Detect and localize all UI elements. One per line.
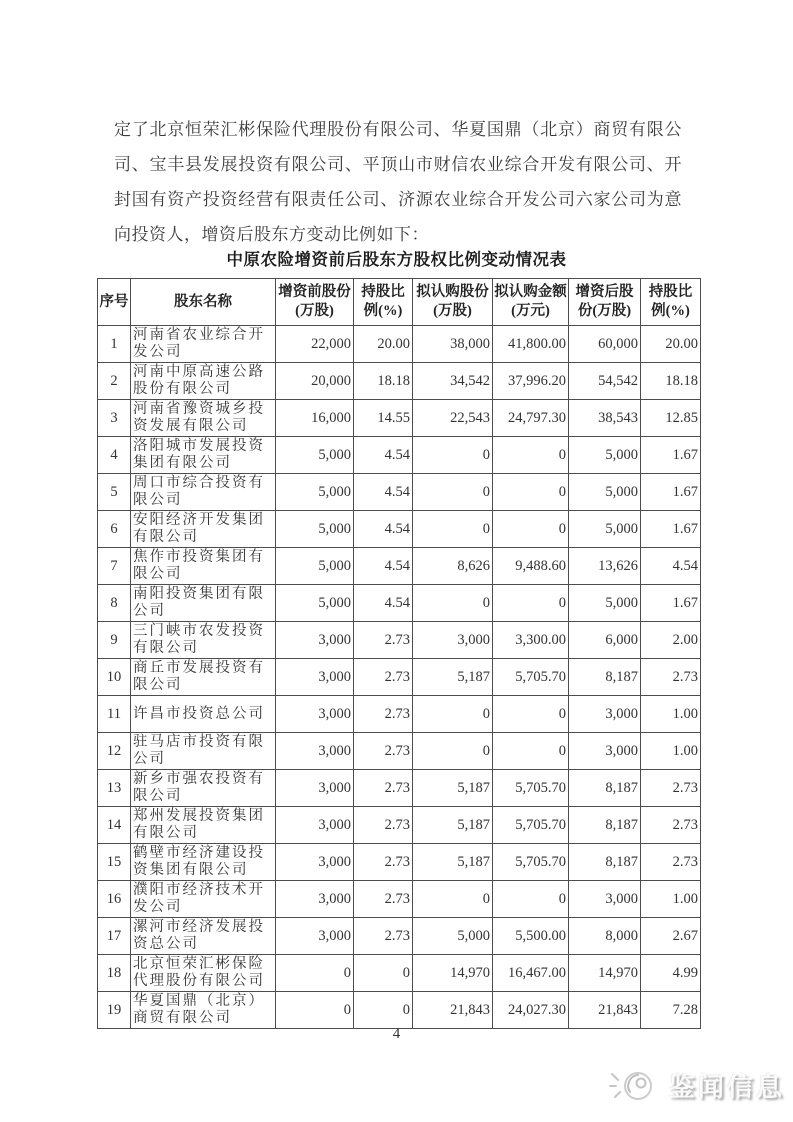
- column-header: 持股比例(%): [641, 279, 701, 326]
- value-cell: 7.28: [641, 992, 701, 1029]
- row-index-cell: 14: [98, 807, 131, 844]
- value-cell: 37,996.20: [493, 363, 569, 400]
- value-cell: 0: [493, 881, 569, 918]
- shareholders-table: [97, 278, 701, 1029]
- row-index-cell: 15: [98, 844, 131, 881]
- row-index-cell: 10: [98, 659, 131, 696]
- value-cell: 8,187: [569, 844, 641, 881]
- column-header: 序号: [98, 279, 131, 326]
- value-cell: 20.00: [354, 326, 413, 363]
- table-row: [98, 511, 701, 548]
- shareholder-name-cell: 焦作市投资集团有限公司: [131, 548, 276, 585]
- table-row: [98, 622, 701, 659]
- table-row: [98, 844, 701, 881]
- column-header: 增资前股份(万股): [276, 279, 354, 326]
- table-row: [98, 400, 701, 437]
- value-cell: 60,000: [569, 326, 641, 363]
- value-cell: 2.73: [641, 659, 701, 696]
- value-cell: 4.54: [354, 585, 413, 622]
- value-cell: 0: [493, 696, 569, 733]
- value-cell: 3,000: [413, 622, 493, 659]
- value-cell: 5,000: [569, 437, 641, 474]
- value-cell: 3,000: [276, 881, 354, 918]
- table-row: [98, 548, 701, 585]
- value-cell: 21,843: [413, 992, 493, 1029]
- value-cell: 0: [354, 955, 413, 992]
- shareholder-name-cell: 河南省豫资城乡投资发展有限公司: [131, 400, 276, 437]
- value-cell: 38,543: [569, 400, 641, 437]
- value-cell: 5,705.70: [493, 807, 569, 844]
- table-row: [98, 733, 701, 770]
- value-cell: 34,542: [413, 363, 493, 400]
- table-row: [98, 437, 701, 474]
- value-cell: 12.85: [641, 400, 701, 437]
- value-cell: 8,000: [569, 918, 641, 955]
- value-cell: 9,488.60: [493, 548, 569, 585]
- value-cell: 6,000: [569, 622, 641, 659]
- row-index-cell: 18: [98, 955, 131, 992]
- value-cell: 1.00: [641, 733, 701, 770]
- value-cell: 5,000: [569, 585, 641, 622]
- shareholder-name-cell: 鹤壁市经济建设投资集团有限公司: [131, 844, 276, 881]
- value-cell: 4.99: [641, 955, 701, 992]
- value-cell: 5,187: [413, 659, 493, 696]
- value-cell: 5,705.70: [493, 659, 569, 696]
- shareholder-name-cell: 驻马店市投资有限公司: [131, 733, 276, 770]
- column-header: 拟认购股份(万股): [413, 279, 493, 326]
- shareholder-name-cell: 北京恒荣汇彬保险代理股份有限公司: [131, 955, 276, 992]
- table-row: [98, 659, 701, 696]
- value-cell: 3,000: [276, 844, 354, 881]
- shareholder-name-cell: 郑州发展投资集团有限公司: [131, 807, 276, 844]
- value-cell: 0: [493, 733, 569, 770]
- value-cell: 8,187: [569, 807, 641, 844]
- table-title: 中原农险增资前后股东方股权比例变动情况表: [226, 250, 567, 269]
- value-cell: 0: [413, 437, 493, 474]
- value-cell: 3,000: [569, 733, 641, 770]
- intro-paragraph: 定了北京恒荣汇彬保险代理股份有限公司、华夏国鼎（北京）商贸有限公司、宝丰县发展投资有限公司、平顶山市财信农业综合开发有限公司、开封国有资产投资经营有限责任公司、济源农业综合开发公司六家公司为意向投资人，增资后股东方变动比例如下：: [114, 120, 682, 244]
- row-index-cell: 1: [98, 326, 131, 363]
- table-row: [98, 881, 701, 918]
- value-cell: 0: [413, 585, 493, 622]
- shareholder-name-cell: 华夏国鼎（北京）商贸有限公司: [131, 992, 276, 1029]
- value-cell: 0: [493, 437, 569, 474]
- value-cell: 1.67: [641, 437, 701, 474]
- value-cell: 24,027.30: [493, 992, 569, 1029]
- value-cell: 2.73: [354, 622, 413, 659]
- value-cell: 4.54: [354, 548, 413, 585]
- value-cell: 2.73: [354, 881, 413, 918]
- value-cell: 8,626: [413, 548, 493, 585]
- value-cell: 2.73: [354, 659, 413, 696]
- shareholder-name-cell: 南阳投资集团有限公司: [131, 585, 276, 622]
- row-index-cell: 7: [98, 548, 131, 585]
- shareholder-name-cell: 洛阳城市发展投资集团有限公司: [131, 437, 276, 474]
- value-cell: 41,800.00: [493, 326, 569, 363]
- shareholder-name-cell: 安阳经济开发集团有限公司: [131, 511, 276, 548]
- value-cell: 3,000: [276, 807, 354, 844]
- value-cell: 5,187: [413, 770, 493, 807]
- table-row: [98, 326, 701, 363]
- value-cell: 2.73: [641, 807, 701, 844]
- value-cell: 5,000: [276, 548, 354, 585]
- row-index-cell: 9: [98, 622, 131, 659]
- table-row: [98, 770, 701, 807]
- row-index-cell: 13: [98, 770, 131, 807]
- row-index-cell: 8: [98, 585, 131, 622]
- shareholder-name-cell: 许昌市投资总公司: [131, 696, 276, 733]
- value-cell: 22,000: [276, 326, 354, 363]
- value-cell: 38,000: [413, 326, 493, 363]
- shareholder-name-cell: 商丘市发展投资有限公司: [131, 659, 276, 696]
- value-cell: 5,000: [413, 918, 493, 955]
- value-cell: 3,000: [276, 918, 354, 955]
- row-index-cell: 2: [98, 363, 131, 400]
- page-number: 4: [392, 1026, 401, 1042]
- value-cell: 2.73: [354, 696, 413, 733]
- value-cell: 4.54: [354, 437, 413, 474]
- value-cell: 14,970: [413, 955, 493, 992]
- value-cell: 2.67: [641, 918, 701, 955]
- value-cell: 0: [493, 511, 569, 548]
- table-body: [98, 326, 701, 1029]
- value-cell: 1.67: [641, 585, 701, 622]
- jianwen-logo-icon: [608, 1066, 660, 1104]
- value-cell: 16,000: [276, 400, 354, 437]
- value-cell: 2.73: [354, 918, 413, 955]
- table-row: [98, 918, 701, 955]
- value-cell: 0: [493, 474, 569, 511]
- value-cell: 22,543: [413, 400, 493, 437]
- value-cell: 2.73: [354, 844, 413, 881]
- value-cell: 0: [413, 696, 493, 733]
- value-cell: 3,000: [276, 770, 354, 807]
- value-cell: 3,000: [276, 733, 354, 770]
- shareholder-name-cell: 河南中原高速公路股份有限公司: [131, 363, 276, 400]
- value-cell: 5,705.70: [493, 844, 569, 881]
- shareholder-name-cell: 河南省农业综合开发公司: [131, 326, 276, 363]
- value-cell: 18.18: [354, 363, 413, 400]
- value-cell: 16,467.00: [493, 955, 569, 992]
- value-cell: 8,187: [569, 659, 641, 696]
- shareholder-name-cell: 漯河市经济发展投资总公司: [131, 918, 276, 955]
- value-cell: 2.73: [641, 770, 701, 807]
- value-cell: 5,500.00: [493, 918, 569, 955]
- table-row: [98, 807, 701, 844]
- row-index-cell: 19: [98, 992, 131, 1029]
- row-index-cell: 11: [98, 696, 131, 733]
- value-cell: 0: [493, 585, 569, 622]
- shareholder-name-cell: 周口市综合投资有限公司: [131, 474, 276, 511]
- value-cell: 1.67: [641, 511, 701, 548]
- value-cell: 14.55: [354, 400, 413, 437]
- row-index-cell: 4: [98, 437, 131, 474]
- value-cell: 5,000: [569, 474, 641, 511]
- value-cell: 24,797.30: [493, 400, 569, 437]
- table-row: [98, 585, 701, 622]
- row-index-cell: 12: [98, 733, 131, 770]
- column-header: 拟认购金额(万元): [493, 279, 569, 326]
- value-cell: 5,000: [569, 511, 641, 548]
- table-row: [98, 955, 701, 992]
- value-cell: 5,705.70: [493, 770, 569, 807]
- shareholder-name-cell: 三门峡市农发投资有限公司: [131, 622, 276, 659]
- value-cell: 0: [276, 992, 354, 1029]
- value-cell: 5,187: [413, 807, 493, 844]
- value-cell: 5,000: [276, 511, 354, 548]
- value-cell: 18.18: [641, 363, 701, 400]
- column-header: 股东名称: [131, 279, 276, 326]
- table-row: [98, 474, 701, 511]
- value-cell: 8,187: [569, 770, 641, 807]
- value-cell: 0: [413, 733, 493, 770]
- value-cell: 2.73: [354, 807, 413, 844]
- value-cell: 5,000: [276, 585, 354, 622]
- value-cell: 3,000: [569, 696, 641, 733]
- row-index-cell: 5: [98, 474, 131, 511]
- value-cell: 0: [413, 881, 493, 918]
- shareholder-name-cell: 新乡市强农投资有限公司: [131, 770, 276, 807]
- value-cell: 1.00: [641, 696, 701, 733]
- watermark-text: 鉴闻信息: [668, 1071, 785, 1102]
- value-cell: 1.67: [641, 474, 701, 511]
- value-cell: 0: [354, 992, 413, 1029]
- row-index-cell: 16: [98, 881, 131, 918]
- value-cell: 20.00: [641, 326, 701, 363]
- value-cell: 2.73: [354, 733, 413, 770]
- value-cell: 3,300.00: [493, 622, 569, 659]
- value-cell: 5,000: [276, 474, 354, 511]
- value-cell: 3,000: [276, 622, 354, 659]
- column-header: 持股比例(%): [354, 279, 413, 326]
- value-cell: 2.73: [354, 770, 413, 807]
- row-index-cell: 6: [98, 511, 131, 548]
- value-cell: 0: [276, 955, 354, 992]
- value-cell: 13,626: [569, 548, 641, 585]
- value-cell: 2.73: [641, 844, 701, 881]
- table-row: [98, 363, 701, 400]
- value-cell: 0: [413, 511, 493, 548]
- value-cell: 0: [413, 474, 493, 511]
- value-cell: 14,970: [569, 955, 641, 992]
- column-header: 增资后股份(万股): [569, 279, 641, 326]
- value-cell: 21,843: [569, 992, 641, 1029]
- value-cell: 4.54: [354, 511, 413, 548]
- shareholder-name-cell: 濮阳市经济技术开发公司: [131, 881, 276, 918]
- value-cell: 1.00: [641, 881, 701, 918]
- row-index-cell: 17: [98, 918, 131, 955]
- table-row: [98, 696, 701, 733]
- value-cell: 3,000: [276, 696, 354, 733]
- value-cell: 2.00: [641, 622, 701, 659]
- table-row: [98, 992, 701, 1029]
- value-cell: 5,187: [413, 844, 493, 881]
- watermark: [608, 1066, 785, 1104]
- value-cell: 20,000: [276, 363, 354, 400]
- value-cell: 54,542: [569, 363, 641, 400]
- value-cell: 5,000: [276, 437, 354, 474]
- value-cell: 3,000: [276, 659, 354, 696]
- table-header-row: [98, 279, 701, 326]
- value-cell: 3,000: [569, 881, 641, 918]
- value-cell: 4.54: [354, 474, 413, 511]
- row-index-cell: 3: [98, 400, 131, 437]
- value-cell: 4.54: [641, 548, 701, 585]
